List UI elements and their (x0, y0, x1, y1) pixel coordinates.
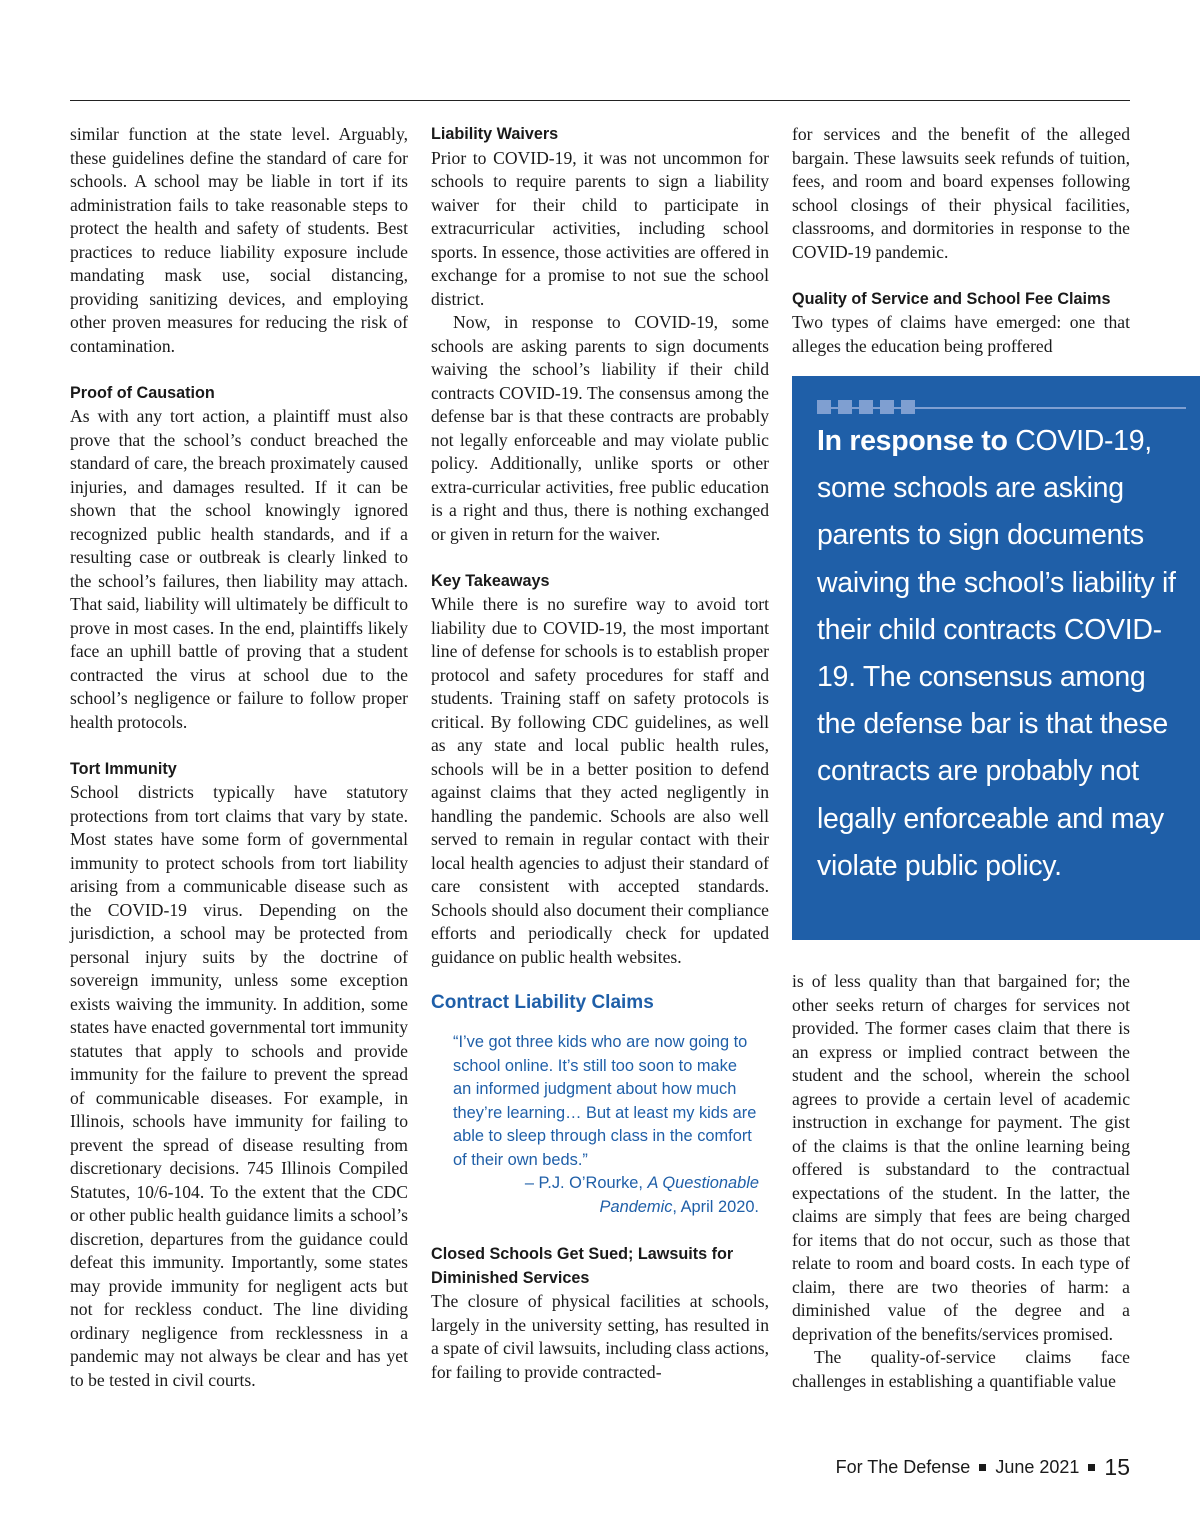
paragraph: Prior to COVID-19, it was not uncommon for schools to require parents to sign a liability waiver for their child to participate in extracurricular activities, including school sports. In essence, those activities are offered in exchange for a promise to not sue the school district. (431, 147, 769, 309)
page-number: 15 (1104, 1454, 1130, 1480)
heading-tort-immunity: Tort Immunity (70, 759, 177, 778)
quote-book-title: A Questionable Pandemic (599, 1174, 759, 1216)
bullet-square-icon (1088, 1464, 1095, 1471)
column-1 (70, 123, 408, 1392)
quote-attribution (453, 1172, 759, 1219)
paragraph: The closure of physical facilities at schools, largely in the university setting, has resulted in a spate of civil lawsuits, including class actions, for failing to provide contracted- (431, 1291, 769, 1382)
paragraph: While there is no surefire way to avoid tort liability due to COVID-19, the most important line of defense for schools is to establish proper protocol and safety procedures for staff and students. Training staff on safety protocols is critical. By following CDC guidelines, as well as any state and local public health rules, schools will be in a better position to defend against claims that they acted negligently in handling the pandemic. Schools are also well served to remain in regular contact with their local health agencies to adjust their standard of care consistent with accepted standards. Schools should also document their compliance efforts and periodically check for updated guidance on public health websites. (431, 594, 769, 967)
footer-date: June 2021 (995, 1457, 1080, 1477)
callout-lead: In response to (817, 425, 1008, 457)
column-2 (431, 123, 769, 1384)
paragraph: Now, in response to COVID-19, some schools are asking parents to sign documents waiving the school’s liability if their child contracts COVID-19. The consensus among the defense bar is that these contracts are probably not legally enforceable and may violate public policy. Additionally, unlike sports or other extra-curricular activities, free public education is a right and thus, there is nothing exchanged or given in return for the waiver. (431, 312, 769, 544)
paragraph: School districts typically have statutory protections from tort claims that vary by state. Most states have some form of governmental immunity to protect schools from tort liability arising from a communicable disease such as the COVID-19 virus. Depending on the jurisdiction, a school may be protected from personal injury suits by the doctrine of sovereign immunity, unless some exception exists waiving the immunity. In addition, some states have enacted governmental tort immunity statutes that apply to schools and provide immunity for the failure to prevent the spread of communicable diseases. For example, in Illinois, schools have immunity for failing to prevent the spread of disease resulting from discretionary decisions. 745 Illinois Compiled Statutes, 10/6-104. To the extent that the CDC or other public health guidance limits a school’s discretion, departures from the guidance could defeat this immunity. Importantly, some states may provide immunity for negligent acts but not for reckless conduct. The line dividing ordinary negligence from recklessness in a pandemic may not always be clear and has yet to be tested in civil courts. (70, 782, 408, 1390)
page-footer (836, 1454, 1130, 1481)
paragraph: is of less quality than that bargained for; the other seeks return of charges for services not provided. The former cases claim that there is an express or implied contract between the student and the school, wherein the school agrees to provide a certain level of academic instruction in exchange for payment. The gist of the claims is that the online learning being offered is substandard to the contractual expectations of the student. In the latter, the claims are simply that fees are being charged for items that do not occur, such as those that relate to room and board costs. In each type of claim, there are two theories of harm: a diminished value of the degree and a deprivation of the benefits/services promised. (792, 971, 1130, 1344)
heading-key-takeaways: Key Takeaways (431, 571, 550, 590)
heading-contract-liability-claims: Contract Liability Claims (431, 992, 654, 1013)
heading-liability-waivers: Liability Waivers (431, 125, 559, 143)
heading-proof-of-causation: Proof of Causation (70, 383, 215, 402)
paragraph: for services and the benefit of the alleged bargain. These lawsuits seek refunds of tuition, fees, and room and board expenses following school closings of their physical facilities, classrooms, and dormitories in response to the COVID-19 pandemic. (792, 124, 1130, 262)
callout-box (792, 376, 1200, 940)
quote-text: “I’ve got three kids who are now going to school online. It’s still too soon to make an informed judgment about how much they’re learning… But at least my kids are able to sleep through class in the comfort of their own beds.” (453, 1033, 757, 1169)
paragraph: The quality-of-service claims face challenges in establishing a quantifiable value (792, 1347, 1130, 1391)
callout-squares-decoration (817, 400, 915, 414)
quote-date: , April 2020. (672, 1197, 759, 1216)
column-3-upper (792, 123, 1130, 358)
bullet-square-icon (979, 1464, 986, 1471)
callout-text (817, 418, 1187, 890)
footer-publication: For The Defense (835, 1457, 971, 1477)
callout-body: COVID-19, some schools are asking parents to sign documents waiving the school’s liability if their child contracts COVID-19. The consensus among the defense bar is that these contracts are probably not legally enforceable and may violate public policy. (817, 425, 1176, 882)
heading-closed-schools: Closed Schools Get Sued; Lawsuits for Diminished Services (431, 1245, 734, 1287)
column-3-lower (792, 970, 1130, 1393)
quote-author: – P.J. O’Rourke, (524, 1174, 643, 1192)
paragraph: As with any tort action, a plaintiff must also prove that the school’s conduct breached the standard of care, the breach proximately caused injuries, and damages resulted. If it can be shown that the school knowingly ignored recognized public health standards, and if a resulting case or outbreak is clearly linked to the school’s failures, then liability may attach. That said, liability will ultimately be difficult to prove in most cases. In the end, plaintiffs likely face an uphill battle of proving that a student contracted the virus at school due to the school’s negligence or failure to follow proper health protocols. (70, 406, 408, 732)
paragraph: Two types of claims have emerged: one that alleges the education being proffered (792, 312, 1130, 356)
pull-quote (453, 1031, 759, 1219)
heading-quality-of-service: Quality of Service and School Fee Claims (792, 289, 1111, 308)
top-rule (70, 100, 1130, 101)
paragraph: similar function at the state level. Arguably, these guidelines define the standard of care for schools. A school may be liable in tort if its administration fails to take reasonable steps to protect the health and safety of students. Best practices to reduce liability exposure include mandating mask use, social distancing, providing sanitizing devices, and employing other proven measures for reducing the risk of contamination. (70, 124, 408, 356)
